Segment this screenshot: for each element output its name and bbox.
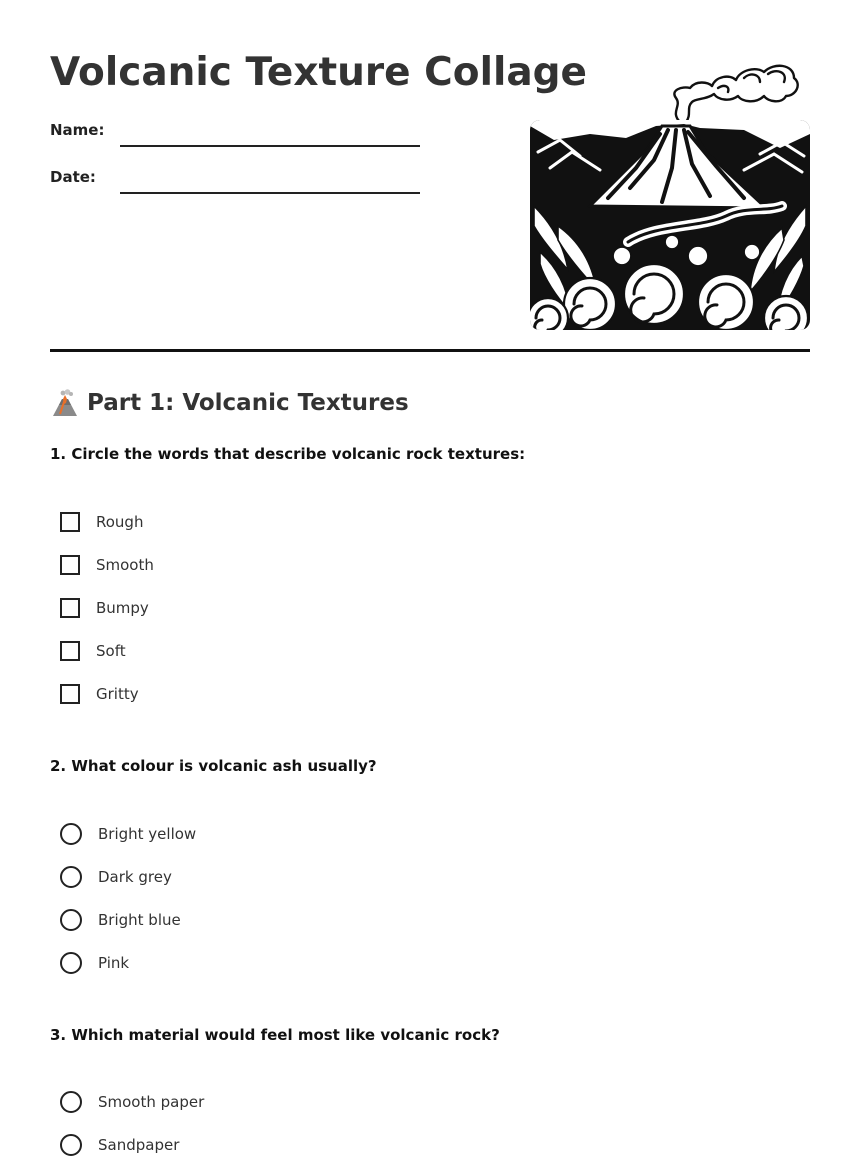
date-line[interactable]: [120, 192, 420, 194]
q1-option-label: Rough: [96, 513, 144, 531]
q2-radio[interactable]: [60, 952, 82, 974]
name-label: Name:: [50, 121, 105, 139]
section-divider: [50, 349, 810, 352]
q3-option-label: Sandpaper: [98, 1136, 180, 1154]
q1-option-label: Soft: [96, 642, 126, 660]
q2-radio[interactable]: [60, 909, 82, 931]
q1-checkbox[interactable]: [60, 641, 80, 661]
q1-option-label: Smooth: [96, 556, 154, 574]
q2-option-bright-yellow[interactable]: [60, 822, 196, 846]
worksheet-title: Volcanic Texture Collage: [50, 50, 588, 95]
q3-radio[interactable]: [60, 1134, 82, 1156]
q1-option-smooth[interactable]: [60, 553, 154, 577]
q1-option-soft[interactable]: [60, 639, 126, 663]
q2-radio[interactable]: [60, 823, 82, 845]
q3-option-smooth-paper[interactable]: [60, 1090, 204, 1114]
date-label: Date:: [50, 168, 96, 186]
date-field[interactable]: [50, 168, 420, 198]
q2-option-label: Bright blue: [98, 911, 181, 929]
question-1-text: 1. Circle the words that describe volcanic rock textures:: [50, 445, 526, 463]
q1-option-gritty[interactable]: [60, 682, 139, 706]
name-field[interactable]: [50, 121, 420, 151]
q1-checkbox[interactable]: [60, 684, 80, 704]
q1-option-label: Bumpy: [96, 599, 149, 617]
q1-option-bumpy[interactable]: [60, 596, 149, 620]
q2-option-pink[interactable]: [60, 951, 129, 975]
q1-checkbox[interactable]: [60, 555, 80, 575]
q2-option-label: Pink: [98, 954, 130, 972]
volcano-landscape-illustration: [530, 56, 810, 330]
part1-heading: [50, 388, 409, 418]
question-3-text: 3. Which material would feel most like volcanic rock?: [50, 1026, 500, 1044]
question-2-text: 2. What colour is volcanic ash usually?: [50, 757, 377, 775]
q2-option-label: Dark grey: [98, 868, 172, 886]
q2-option-label: Bright yellow: [98, 825, 197, 843]
q3-option-sandpaper[interactable]: [60, 1133, 179, 1157]
q1-checkbox[interactable]: [60, 512, 80, 532]
name-line[interactable]: [120, 145, 420, 147]
volcano-icon: [50, 388, 80, 418]
part1-heading-text: Part 1: Volcanic Textures: [87, 390, 409, 416]
q2-option-dark-grey[interactable]: [60, 865, 172, 889]
q2-option-bright-blue[interactable]: [60, 908, 181, 932]
q3-radio[interactable]: [60, 1091, 82, 1113]
q1-option-rough[interactable]: [60, 510, 143, 534]
q3-option-label: Smooth paper: [98, 1093, 205, 1111]
q2-radio[interactable]: [60, 866, 82, 888]
q1-checkbox[interactable]: [60, 598, 80, 618]
q1-option-label: Gritty: [96, 685, 139, 703]
